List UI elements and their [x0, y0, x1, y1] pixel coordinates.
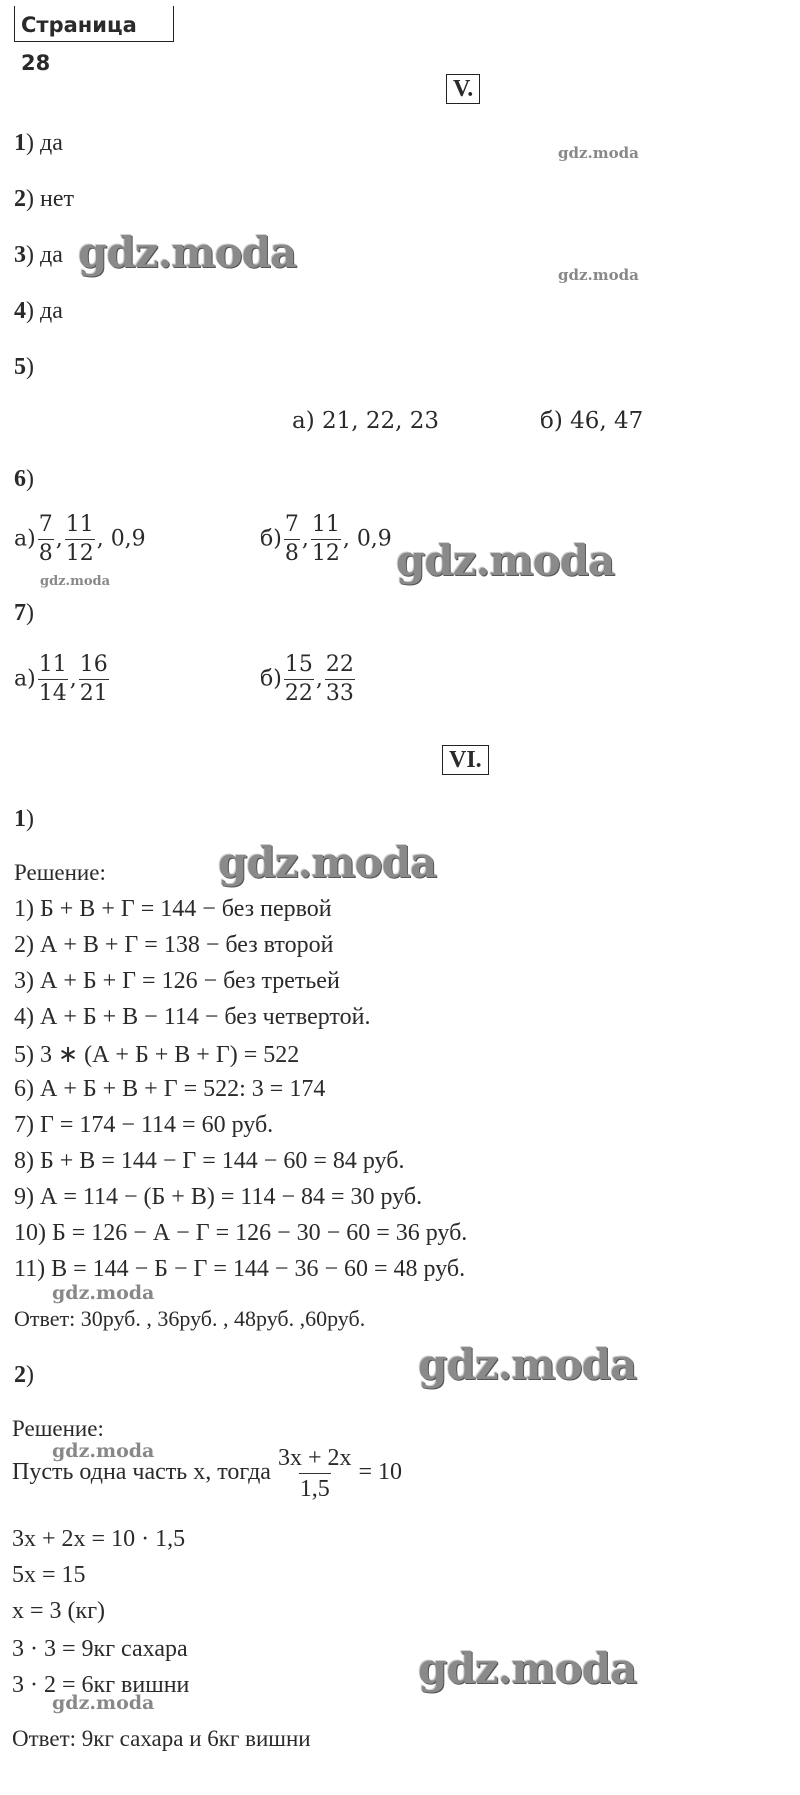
v-item-5-answer-a: а) 21, 22, 23 — [292, 408, 440, 434]
watermark: gdz.moda — [418, 1340, 637, 1389]
section-v-label: V. — [446, 74, 480, 104]
step-line: 2) А + В + Г = 138 − без второй — [14, 932, 334, 958]
fraction: $\frac{11}{12}$ — [65, 512, 94, 566]
watermark: gdz.moda — [52, 1282, 155, 1304]
v-item-6: 6) — [14, 466, 34, 492]
fraction: $\frac{3х + 2х}{1,5}$ — [277, 1445, 352, 1502]
vi-task-2-number: 2) — [14, 1362, 34, 1388]
section-vi-label: VI. — [442, 745, 489, 775]
step-line: 5) 3 ∗ (А + Б + В + Г) = 522 — [14, 1042, 300, 1068]
step-line: 1) Б + В + Г = 144 − без первой — [14, 896, 332, 922]
vi-task-2-intro: Пусть одна часть х, тогда $\frac{3х + 2х}{1,5}$ = 10 — [12, 1445, 403, 1502]
v-item-4: 4) да — [14, 298, 63, 324]
step-line: 3 · 2 = 6кг вишни — [12, 1672, 190, 1698]
step-line: 11) В = 144 − Б − Г = 144 − 36 − 60 = 48 руб. — [14, 1256, 466, 1282]
fraction: $\frac{15}{22}$ — [284, 652, 313, 706]
fraction: $\frac{7}{8}$ — [38, 512, 53, 566]
vi-task-2-answer: Ответ: 9кг сахара и 6кг вишни — [12, 1726, 311, 1751]
step-line: 7) Г = 174 − 114 = 60 руб. — [14, 1112, 274, 1138]
v-item-3: 3) да — [14, 242, 63, 268]
watermark: gdz.moda — [52, 1692, 155, 1714]
v-item-7: 7) — [14, 600, 34, 626]
step-line: 10) Б = 126 − А − Г = 126 − 30 − 60 = 36 руб. — [14, 1220, 468, 1246]
fraction: $\frac{11}{12}$ — [311, 512, 340, 566]
step-line: 8) Б + В = 144 − Г = 144 − 60 = 84 руб. — [14, 1148, 405, 1174]
vi-task-1-solution-label: Решение: — [14, 860, 106, 885]
fraction: $\frac{16}{21}$ — [79, 652, 108, 706]
step-line: 9) А = 114 − (Б + В) = 114 − 84 = 30 руб. — [14, 1184, 423, 1210]
v-item-6-answer-a: а) $\frac{7}{8}$ , $\frac{11}{12}$ , 0,9 — [14, 512, 146, 566]
watermark: gdz.moda — [78, 228, 297, 277]
v-item-7-answer-a: а) $\frac{11}{14}$ , $\frac{16}{21}$ — [14, 652, 108, 706]
fraction: $\frac{7}{8}$ — [284, 512, 299, 566]
watermark: gdz.moda — [52, 1440, 155, 1462]
step-line: х = 3 (кг) — [12, 1598, 106, 1624]
watermark: gdz.moda — [558, 144, 639, 162]
step-line: 4) А + Б + В − 114 − без четвертой. — [14, 1004, 371, 1030]
v-item-2: 2) нет — [14, 186, 74, 212]
step-line: 3 · 3 = 9кг сахара — [12, 1636, 188, 1662]
watermark: gdz.moda — [418, 1644, 637, 1693]
page-title: Страница 28 — [14, 6, 174, 42]
watermark: gdz.moda — [218, 838, 437, 887]
v-item-5-answer-b: б) 46, 47 — [540, 408, 644, 434]
v-item-5: 5) — [14, 354, 34, 380]
watermark: gdz.moda — [558, 266, 639, 284]
v-item-6-answer-b: б) $\frac{7}{8}$ , $\frac{11}{12}$ , 0,9 — [260, 512, 392, 566]
vi-task-1-number: 1) — [14, 806, 34, 832]
vi-task-1-answer: Ответ: 30руб. , 36руб. , 48руб. ,60руб. — [14, 1306, 366, 1331]
vi-task-2-solution-label: Решение: — [12, 1416, 104, 1441]
v-item-7-answer-b: б) $\frac{15}{22}$ , $\frac{22}{33}$ — [260, 652, 354, 706]
watermark: gdz.moda — [396, 536, 615, 585]
step-line: 3) А + Б + Г = 126 − без третьей — [14, 968, 340, 994]
step-line: 3х + 2х = 10 · 1,5 — [12, 1526, 186, 1552]
v-item-1: 1) да — [14, 130, 63, 156]
watermark: gdz.moda — [40, 574, 111, 589]
step-line: 6) А + Б + В + Г = 522: 3 = 174 — [14, 1076, 326, 1102]
fraction: $\frac{11}{14}$ — [38, 652, 67, 706]
step-line: 5х = 15 — [12, 1562, 86, 1588]
fraction: $\frac{22}{33}$ — [325, 652, 354, 706]
